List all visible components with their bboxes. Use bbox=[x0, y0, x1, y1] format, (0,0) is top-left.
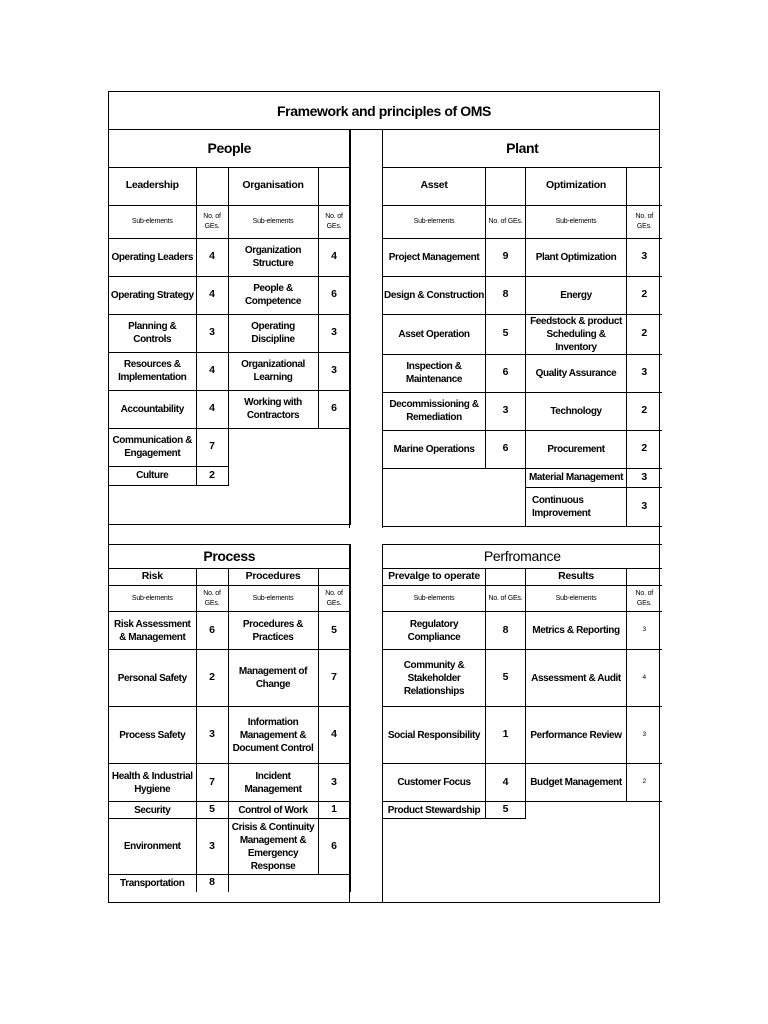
ge-count: 3 bbox=[318, 314, 350, 352]
ge-count: 3 bbox=[641, 499, 648, 512]
ge-count: 7 bbox=[196, 764, 228, 802]
procedures-header: Procedures bbox=[228, 569, 318, 586]
sub-element: Assessment & Audit bbox=[526, 650, 627, 707]
sub-element: Culture bbox=[109, 466, 196, 485]
ge-count: 3 bbox=[196, 314, 228, 352]
ge-count: 4 bbox=[196, 238, 228, 276]
sub-element: Organization Structure bbox=[228, 238, 318, 276]
ge-count: 7 bbox=[196, 428, 228, 466]
sub-element: Social Responsibility bbox=[383, 707, 486, 764]
plant-panel bbox=[382, 130, 662, 544]
sub-elements-label: Sub-elements bbox=[383, 586, 486, 612]
ge-count: 3 bbox=[627, 468, 662, 487]
ge-count: 6 bbox=[196, 612, 228, 650]
ge-count-label: No. of GEs. bbox=[196, 586, 228, 612]
ge-count: 4 bbox=[486, 764, 526, 802]
ge-count: 6 bbox=[486, 354, 526, 392]
sub-element: Personal Safety bbox=[109, 650, 196, 707]
sub-element: Security bbox=[109, 802, 196, 819]
ge-count: 2 bbox=[627, 764, 662, 802]
sub-element: Process Safety bbox=[109, 707, 196, 764]
sub-element: Operating Discipline bbox=[228, 314, 318, 352]
ge-count: 2 bbox=[627, 430, 662, 468]
sub-element: Decommissioning & Remediation bbox=[383, 392, 486, 430]
sub-element: Risk Assessment & Management bbox=[109, 612, 196, 650]
ge-count: 4 bbox=[196, 352, 228, 390]
ge-count: 6 bbox=[486, 430, 526, 468]
people-panel bbox=[109, 130, 351, 542]
oms-framework-sheet bbox=[108, 91, 660, 903]
ge-count: 4 bbox=[196, 276, 228, 314]
sub-elements-label: Sub-elements bbox=[526, 586, 627, 612]
ge-count: 3 bbox=[627, 238, 662, 276]
ge-count-label: No. of GEs. bbox=[486, 205, 526, 238]
performance-panel bbox=[382, 544, 662, 892]
sub-element: Continuous Improvement bbox=[526, 487, 627, 526]
sub-element: Customer Focus bbox=[383, 764, 486, 802]
sub-element: Information Management & Document Control bbox=[228, 707, 318, 764]
organisation-header: Organisation bbox=[228, 167, 318, 205]
sub-element: Operating Strategy bbox=[109, 276, 196, 314]
sub-elements-label: Sub-elements bbox=[109, 205, 196, 238]
ge-count: 8 bbox=[486, 612, 526, 650]
sub-element: Metrics & Reporting bbox=[526, 612, 627, 650]
sub-element: Control of Work bbox=[228, 802, 318, 819]
sub-element: Resources & Implementation bbox=[109, 352, 196, 390]
sub-element: Material Management bbox=[526, 468, 627, 487]
column-divider bbox=[349, 130, 350, 528]
ge-count: 3 bbox=[318, 352, 350, 390]
ge-count: 5 bbox=[196, 802, 228, 819]
ge-count: 6 bbox=[318, 390, 350, 428]
sub-elements-label: Sub-elements bbox=[526, 205, 627, 238]
ge-count: 3 bbox=[627, 612, 662, 650]
ge-count-label: No. of GEs. bbox=[627, 205, 662, 238]
ge-count: 1 bbox=[486, 707, 526, 764]
column-divider bbox=[382, 544, 383, 902]
sub-element: Transportation bbox=[109, 875, 196, 892]
ge-count: 3 bbox=[196, 819, 228, 875]
ge-count: 5 bbox=[486, 314, 526, 354]
sub-element: Communication & Engagement bbox=[109, 428, 196, 466]
sub-element: Inspection & Maintenance bbox=[383, 354, 486, 392]
ge-count: 4 bbox=[196, 390, 228, 428]
optimization-header: Optimization bbox=[526, 167, 627, 205]
sub-element: Organizational Learning bbox=[228, 352, 318, 390]
ge-count: 2 bbox=[196, 650, 228, 707]
sub-element: Procurement bbox=[526, 430, 627, 468]
sub-element: Procedures & Practices bbox=[228, 612, 318, 650]
ge-count-label: No. of GEs. bbox=[318, 586, 350, 612]
ge-count: 4 bbox=[318, 707, 350, 764]
ge-count-label: No. of GEs. bbox=[627, 586, 662, 612]
ge-count-label: No. of GEs. bbox=[486, 586, 526, 612]
ge-count: 6 bbox=[318, 276, 350, 314]
risk-header: Risk bbox=[109, 569, 196, 586]
ge-count: 3 bbox=[318, 764, 350, 802]
results-header: Results bbox=[526, 569, 627, 586]
sub-element: Management of Change bbox=[228, 650, 318, 707]
ge-count: 8 bbox=[486, 276, 526, 314]
sub-element: Quality Assurance bbox=[526, 354, 627, 392]
ge-count: 8 bbox=[196, 875, 228, 892]
sub-element: Regulatory Compliance bbox=[383, 612, 486, 650]
performance-heading: Perfromance bbox=[383, 545, 662, 569]
sub-element: Operating Leaders bbox=[109, 238, 196, 276]
ge-count: 3 bbox=[486, 392, 526, 430]
process-heading: Process bbox=[109, 545, 350, 569]
sub-element: People & Competence bbox=[228, 276, 318, 314]
ge-count: 5 bbox=[486, 802, 526, 819]
sub-element: Feedstock & product Scheduling & Inventory bbox=[526, 314, 627, 354]
sub-elements-label: Sub-elements bbox=[383, 205, 486, 238]
ge-count: 2 bbox=[627, 314, 662, 354]
sub-element: Design & Construction bbox=[383, 276, 486, 314]
plant-heading: Plant bbox=[383, 130, 662, 167]
sub-element: Product Stewardship bbox=[383, 802, 486, 819]
people-heading: People bbox=[109, 130, 350, 167]
sub-element: Environment bbox=[109, 819, 196, 875]
sub-element: Planning & Controls bbox=[109, 314, 196, 352]
sub-element: Asset Operation bbox=[383, 314, 486, 354]
sub-element: Energy bbox=[526, 276, 627, 314]
sub-elements-label: Sub-elements bbox=[109, 586, 196, 612]
column-divider bbox=[349, 544, 350, 902]
sub-element: Marine Operations bbox=[383, 430, 486, 468]
ge-count: 3 bbox=[196, 707, 228, 764]
ge-count: 4 bbox=[627, 650, 662, 707]
process-panel bbox=[109, 544, 351, 892]
sub-element: Project Management bbox=[383, 238, 486, 276]
ge-count: 6 bbox=[318, 819, 350, 875]
ge-count: 2 bbox=[196, 466, 228, 485]
ge-count-label: No. of GEs. bbox=[196, 205, 228, 238]
ge-count: 5 bbox=[318, 612, 350, 650]
sheet-title: Framework and principles of OMS bbox=[109, 92, 659, 130]
sub-elements-label: Sub-elements bbox=[228, 586, 318, 612]
column-divider bbox=[382, 130, 383, 528]
sub-element: Health & Industrial Hygiene bbox=[109, 764, 196, 802]
sub-element: Technology bbox=[526, 392, 627, 430]
sub-element: Budget Management bbox=[526, 764, 627, 802]
ge-count: 3 bbox=[627, 707, 662, 764]
sub-element: Community & Stakeholder Relationships bbox=[383, 650, 486, 707]
ge-count: 1 bbox=[318, 802, 350, 819]
prevalge-header: Prevalge to operate bbox=[383, 569, 486, 586]
asset-header: Asset bbox=[383, 167, 486, 205]
sub-element: Performance Review bbox=[526, 707, 627, 764]
ge-count: 9 bbox=[486, 238, 526, 276]
ge-count: 7 bbox=[318, 650, 350, 707]
ge-count: 2 bbox=[627, 276, 662, 314]
sub-element: Accountability bbox=[109, 390, 196, 428]
sub-element: Incident Management bbox=[228, 764, 318, 802]
ge-count: 2 bbox=[627, 392, 662, 430]
sub-element: Plant Optimization bbox=[526, 238, 627, 276]
sub-element: Working with Contractors bbox=[228, 390, 318, 428]
ge-count: 4 bbox=[318, 238, 350, 276]
sub-elements-label: Sub-elements bbox=[228, 205, 318, 238]
sub-element: Crisis & Continuity Management & Emergency Response bbox=[228, 819, 318, 875]
ge-count-label: No. of GEs. bbox=[318, 205, 350, 238]
leadership-header: Leadership bbox=[109, 167, 196, 205]
ge-count: 5 bbox=[486, 650, 526, 707]
ge-count: 3 bbox=[627, 354, 662, 392]
